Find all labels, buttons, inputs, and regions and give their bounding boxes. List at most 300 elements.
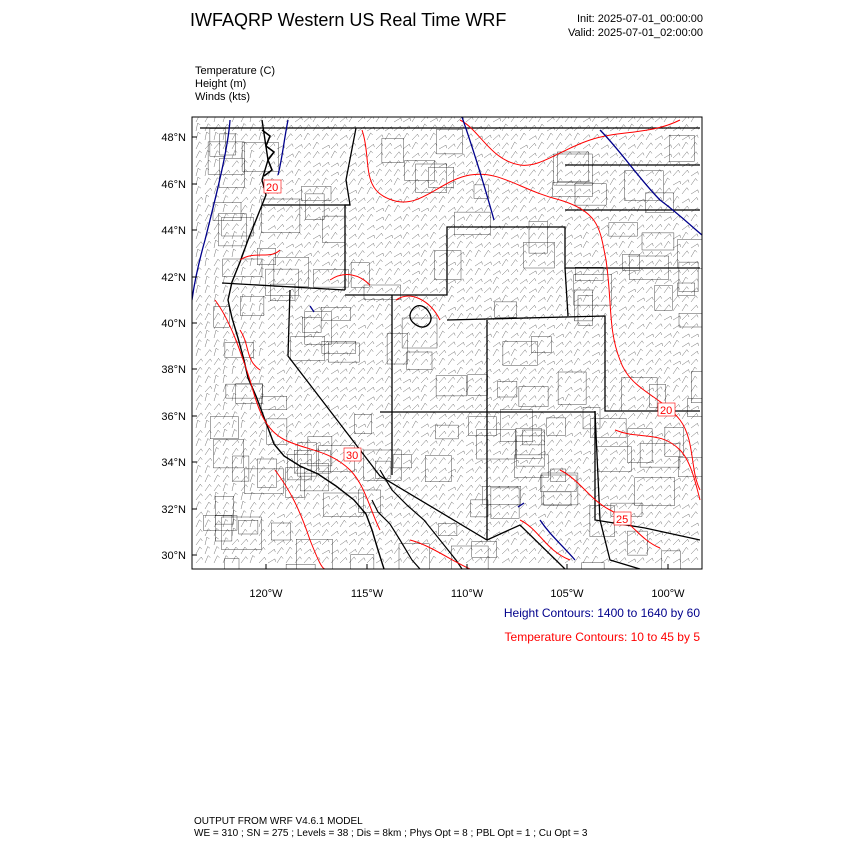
wind-barb <box>547 251 553 258</box>
wind-barb <box>331 134 338 140</box>
wind-barb <box>529 295 535 302</box>
wind-barb <box>340 161 347 167</box>
wind-barb <box>592 521 599 527</box>
wind-barb <box>610 286 616 293</box>
wind-barb <box>628 549 635 554</box>
wind-barb <box>565 520 571 527</box>
wind-barb <box>511 505 519 509</box>
wind-barb <box>466 307 474 311</box>
wind-barb <box>610 296 617 302</box>
wind-barb <box>268 323 275 329</box>
wind-barb <box>529 136 536 140</box>
wind-barb <box>304 334 312 338</box>
wind-barb <box>637 199 645 203</box>
wind-barb <box>277 466 283 473</box>
wind-barb <box>466 161 473 167</box>
wind-barb <box>484 307 492 311</box>
wind-barb <box>430 297 437 302</box>
wind-barb <box>250 422 257 428</box>
wind-barb <box>466 152 473 158</box>
wind-barb <box>304 270 311 275</box>
wind-barb <box>394 152 401 158</box>
wind-barb <box>349 217 356 221</box>
wind-barb <box>205 295 211 302</box>
wind-barb <box>502 415 510 419</box>
wind-barb <box>385 342 392 347</box>
wind-barb <box>682 547 688 554</box>
wind-barb <box>655 117 662 122</box>
wind-barb <box>295 495 302 500</box>
wind-barb <box>646 403 652 410</box>
wind-barb <box>466 117 473 122</box>
wind-barb <box>421 197 428 203</box>
county-outline <box>215 515 232 541</box>
wind-barb <box>547 511 553 518</box>
wind-barb <box>457 162 464 167</box>
wind-barb <box>520 539 527 545</box>
wind-barb <box>430 358 436 365</box>
wind-barb <box>691 503 698 509</box>
wind-barb <box>511 170 518 176</box>
wind-barb <box>340 405 347 410</box>
wind-barb <box>547 368 554 374</box>
wind-barb <box>601 190 609 194</box>
wind-barb <box>304 214 310 221</box>
wind-barb <box>241 134 248 140</box>
wind-barb <box>511 532 519 536</box>
wind-barb <box>412 549 419 555</box>
wind-barb <box>349 305 356 311</box>
wind-barb <box>376 378 383 383</box>
wind-barb <box>673 235 681 239</box>
wind-barb <box>484 179 491 185</box>
wind-barb <box>520 133 526 140</box>
wind-barb <box>376 367 382 374</box>
wind-barb <box>655 296 662 302</box>
wind-barb <box>295 476 302 482</box>
wind-barb <box>241 386 248 392</box>
wind-barb <box>394 305 401 311</box>
wind-barb <box>628 423 635 428</box>
wind-barb <box>484 279 491 284</box>
wind-barb <box>421 394 427 401</box>
wind-barb <box>484 514 492 518</box>
wind-barb <box>529 271 537 275</box>
wind-barb <box>448 333 455 338</box>
wind-barb <box>601 449 607 456</box>
wind-barb <box>205 168 209 176</box>
wind-barb <box>574 161 581 167</box>
wind-barb <box>619 430 625 437</box>
wind-barb <box>403 557 410 563</box>
wind-barb <box>421 332 428 338</box>
wind-barb <box>268 540 275 545</box>
wind-barb <box>610 468 617 473</box>
wind-barb <box>493 179 500 185</box>
wind-barb <box>565 394 571 401</box>
wind-barb <box>493 369 500 374</box>
wind-barb <box>313 134 320 140</box>
wind-barb <box>448 286 454 293</box>
wind-barb <box>214 215 220 222</box>
wind-barb <box>538 262 545 266</box>
wind-barb <box>493 205 499 212</box>
wind-barb <box>394 241 400 248</box>
lon-label-115: 115°W <box>350 588 384 600</box>
wind-barb <box>358 387 365 392</box>
wind-barb <box>412 350 419 356</box>
wind-barb <box>502 512 509 518</box>
wind-barb <box>394 161 400 168</box>
wind-barb <box>439 341 446 347</box>
wind-barb <box>583 368 590 374</box>
wind-barb <box>457 377 464 383</box>
wind-barb <box>403 315 410 320</box>
wind-barb <box>196 539 202 546</box>
wind-barb <box>259 359 266 365</box>
wind-barb <box>664 341 671 347</box>
wind-barb <box>493 403 499 410</box>
wind-barb <box>556 414 563 419</box>
wind-barb <box>214 501 218 509</box>
footer-config: WE = 310 ; SN = 275 ; Levels = 38 ; Dis = 8km ; Phys Opt = 8 ; PBL Opt = 1 ; Cu Opt = 3 <box>194 828 588 839</box>
wind-barb <box>367 468 374 473</box>
wind-barb <box>601 440 608 446</box>
wind-barb <box>475 262 482 266</box>
wind-barb <box>403 405 410 410</box>
wind-barb <box>493 252 500 257</box>
wind-barb <box>259 276 264 284</box>
wind-barb <box>421 224 427 231</box>
wind-barb <box>259 430 265 437</box>
wind-barb <box>448 431 455 437</box>
wind-barb <box>277 341 284 347</box>
wind-barb <box>637 333 644 339</box>
wind-barb <box>619 224 626 230</box>
wind-barb <box>223 429 227 437</box>
wind-barb <box>511 197 518 203</box>
wind-barb <box>349 477 356 482</box>
county-outline <box>236 384 263 404</box>
wind-barb <box>358 214 364 221</box>
wind-barb <box>520 513 527 518</box>
wind-barb <box>529 466 535 473</box>
wind-barb <box>295 557 302 563</box>
wind-barb <box>223 483 228 491</box>
temperature-contour-info: Temperature Contours: 10 to 45 by 5 <box>504 630 700 644</box>
wind-barb <box>421 243 428 248</box>
wind-barb <box>313 325 320 329</box>
wind-barb <box>331 467 338 473</box>
wind-barb <box>412 225 419 230</box>
wind-barb <box>448 342 455 347</box>
wind-barb <box>520 268 526 275</box>
wind-barb <box>682 412 688 419</box>
wind-barb <box>628 503 635 509</box>
wind-barb <box>565 295 571 302</box>
wind-barb <box>628 295 634 302</box>
wind-barb <box>637 225 644 230</box>
wind-barb <box>565 134 572 140</box>
county-outline <box>655 286 673 311</box>
wind-barb <box>259 485 266 491</box>
wind-barb <box>421 214 427 221</box>
wind-barb <box>358 404 364 411</box>
wind-barb <box>466 351 473 356</box>
wind-barb <box>628 179 635 185</box>
wind-barb <box>412 262 420 266</box>
wind-barb <box>457 217 465 221</box>
wind-barb <box>304 359 311 365</box>
wind-barb <box>583 118 591 122</box>
wind-barb <box>529 396 536 401</box>
county-outline <box>437 129 463 154</box>
wind-barb <box>250 331 256 338</box>
wind-barb <box>313 251 320 257</box>
wind-barb <box>196 395 202 402</box>
wind-barb <box>673 559 681 563</box>
wind-barb <box>619 441 626 446</box>
wind-barb <box>475 386 482 392</box>
wind-barb <box>493 433 501 437</box>
wind-barb <box>376 333 383 338</box>
wind-barb <box>592 352 600 356</box>
wind-barb <box>610 485 616 492</box>
wind-barb <box>322 145 330 149</box>
wind-barb <box>268 368 274 375</box>
wind-barb <box>655 449 662 455</box>
county-outline <box>364 450 402 480</box>
wind-barb <box>664 513 671 518</box>
wind-barb <box>430 224 437 230</box>
wind-barb <box>664 253 672 257</box>
wind-barb <box>214 556 220 563</box>
wind-barb <box>529 440 536 446</box>
wind-barb <box>430 556 436 563</box>
wind-barb <box>196 123 200 131</box>
wind-barb <box>556 475 562 482</box>
wind-barb <box>358 496 366 500</box>
wind-barb <box>358 377 365 383</box>
wind-barb <box>511 358 517 365</box>
wind-barb <box>511 486 518 491</box>
wind-barb <box>664 161 671 167</box>
wind-barb <box>214 375 219 383</box>
wind-barb <box>583 269 589 276</box>
wind-barb <box>322 178 328 185</box>
wind-barb <box>547 341 554 347</box>
wind-barb <box>340 469 347 473</box>
wind-barb <box>628 468 635 473</box>
wind-barb <box>331 477 338 482</box>
wind-barb <box>682 242 688 249</box>
wind-barb <box>394 145 401 149</box>
wind-barb <box>223 114 228 122</box>
wind-barb <box>295 413 302 419</box>
wind-barb <box>205 285 210 293</box>
wind-barb <box>196 512 203 518</box>
temp-label-20-east: 20 <box>660 405 673 417</box>
wind-barb <box>673 478 681 482</box>
wind-barb <box>646 205 652 212</box>
wind-barb <box>502 323 509 329</box>
wind-barb <box>340 233 347 239</box>
county-outline <box>575 267 603 281</box>
county-outline <box>471 500 488 517</box>
wind-barb <box>628 493 634 500</box>
wind-barb <box>295 271 302 276</box>
wind-barb <box>511 288 518 294</box>
wind-barb <box>628 322 634 329</box>
wind-barb <box>313 369 320 374</box>
wind-barb <box>331 306 338 311</box>
wind-barb <box>655 179 661 186</box>
wind-barb <box>394 286 400 293</box>
wind-barb <box>286 395 293 401</box>
wind-barb <box>664 178 670 185</box>
wind-barb <box>439 196 445 203</box>
wind-barb <box>583 538 589 545</box>
wind-barb <box>673 223 679 230</box>
wind-barb <box>691 432 698 437</box>
wind-barb <box>475 279 482 284</box>
wind-barb <box>475 288 482 293</box>
wind-barb <box>574 466 580 473</box>
wind-barb <box>232 483 236 491</box>
wind-barb <box>457 305 464 311</box>
wind-barb <box>637 277 643 284</box>
wind-barb <box>484 135 491 140</box>
wind-barb <box>394 523 401 527</box>
wind-barb <box>412 253 419 258</box>
lat-label-48: 48°N <box>161 132 186 144</box>
wind-barb <box>259 186 263 194</box>
wind-barb <box>331 531 338 536</box>
wind-barb <box>268 361 275 365</box>
wind-barb <box>358 242 365 248</box>
wind-barb <box>502 207 509 212</box>
wind-barb <box>610 170 617 176</box>
wind-barb <box>214 285 218 293</box>
wind-barb <box>457 342 464 347</box>
wind-barb <box>322 512 329 518</box>
wind-barb <box>439 448 445 455</box>
wind-barb <box>691 269 698 275</box>
wind-barb <box>376 196 382 203</box>
wind-barb <box>646 315 653 321</box>
wind-barb <box>574 261 581 266</box>
wind-barb <box>592 315 599 321</box>
wind-barb <box>520 342 527 347</box>
wind-barb <box>448 144 455 149</box>
wind-barb <box>448 404 455 410</box>
wind-barb <box>601 376 607 383</box>
wind-barb <box>637 269 644 275</box>
wind-barb <box>376 360 383 365</box>
wind-barb <box>520 279 527 284</box>
wind-barb <box>493 118 501 122</box>
wind-barb <box>394 332 401 338</box>
wind-barb <box>286 376 292 383</box>
wind-barb <box>295 224 302 230</box>
wind-barb <box>250 143 257 149</box>
wind-barb <box>565 484 571 491</box>
wind-barb <box>448 377 455 383</box>
wind-barb <box>475 449 482 455</box>
wind-barb <box>673 521 680 527</box>
wind-barb <box>493 322 499 329</box>
wind-barb <box>610 350 617 356</box>
lon-label-120: 120°W <box>249 588 283 600</box>
wind-barb <box>466 359 473 365</box>
wind-barb <box>367 261 374 266</box>
wind-barb <box>223 448 229 455</box>
wind-barb <box>583 547 589 554</box>
wind-barb <box>637 558 644 563</box>
wind-barb <box>610 431 617 437</box>
wind-barb <box>241 205 247 212</box>
wind-barb <box>358 271 365 276</box>
wind-barb <box>268 343 275 347</box>
wind-barb <box>412 404 419 410</box>
wind-barb <box>304 549 311 554</box>
wind-barb <box>592 179 599 185</box>
wind-barb <box>430 458 437 464</box>
wind-barb <box>313 360 320 365</box>
wind-barb <box>637 424 645 428</box>
wind-barb <box>511 549 518 554</box>
wind-barb <box>214 340 220 347</box>
wind-barb <box>511 467 517 474</box>
wind-barb <box>259 457 264 465</box>
wind-barb <box>286 405 293 410</box>
wind-barb <box>277 208 284 212</box>
wind-barb <box>385 457 391 464</box>
wind-barb <box>664 115 670 122</box>
wind-barb <box>403 297 410 302</box>
wind-barb <box>538 307 545 311</box>
wind-barb <box>304 431 311 437</box>
wind-barb <box>610 271 618 275</box>
wind-barb <box>304 152 311 158</box>
wind-barb <box>637 134 644 140</box>
wind-barb <box>241 403 246 411</box>
wind-barb <box>484 460 492 464</box>
wind-barb <box>466 189 473 194</box>
wind-barb <box>574 322 580 329</box>
wind-barb <box>322 496 330 500</box>
wind-barb <box>349 486 356 491</box>
wind-barb <box>601 118 609 122</box>
wind-barb <box>502 305 509 311</box>
wind-barb <box>538 142 544 149</box>
wind-barb <box>547 261 554 266</box>
wind-barb <box>592 197 599 203</box>
wind-barb <box>682 350 689 356</box>
wind-barb <box>421 234 428 239</box>
wind-barb <box>448 502 454 509</box>
wind-barb <box>376 115 382 122</box>
wind-barb <box>655 558 662 563</box>
county-outline <box>547 418 566 436</box>
wind-barb <box>439 287 446 293</box>
wind-barb <box>610 539 617 545</box>
wind-barb <box>421 548 428 554</box>
wind-barb <box>439 295 445 302</box>
wind-barb <box>493 286 499 293</box>
wind-barb <box>655 522 662 528</box>
wind-barb <box>439 350 446 356</box>
